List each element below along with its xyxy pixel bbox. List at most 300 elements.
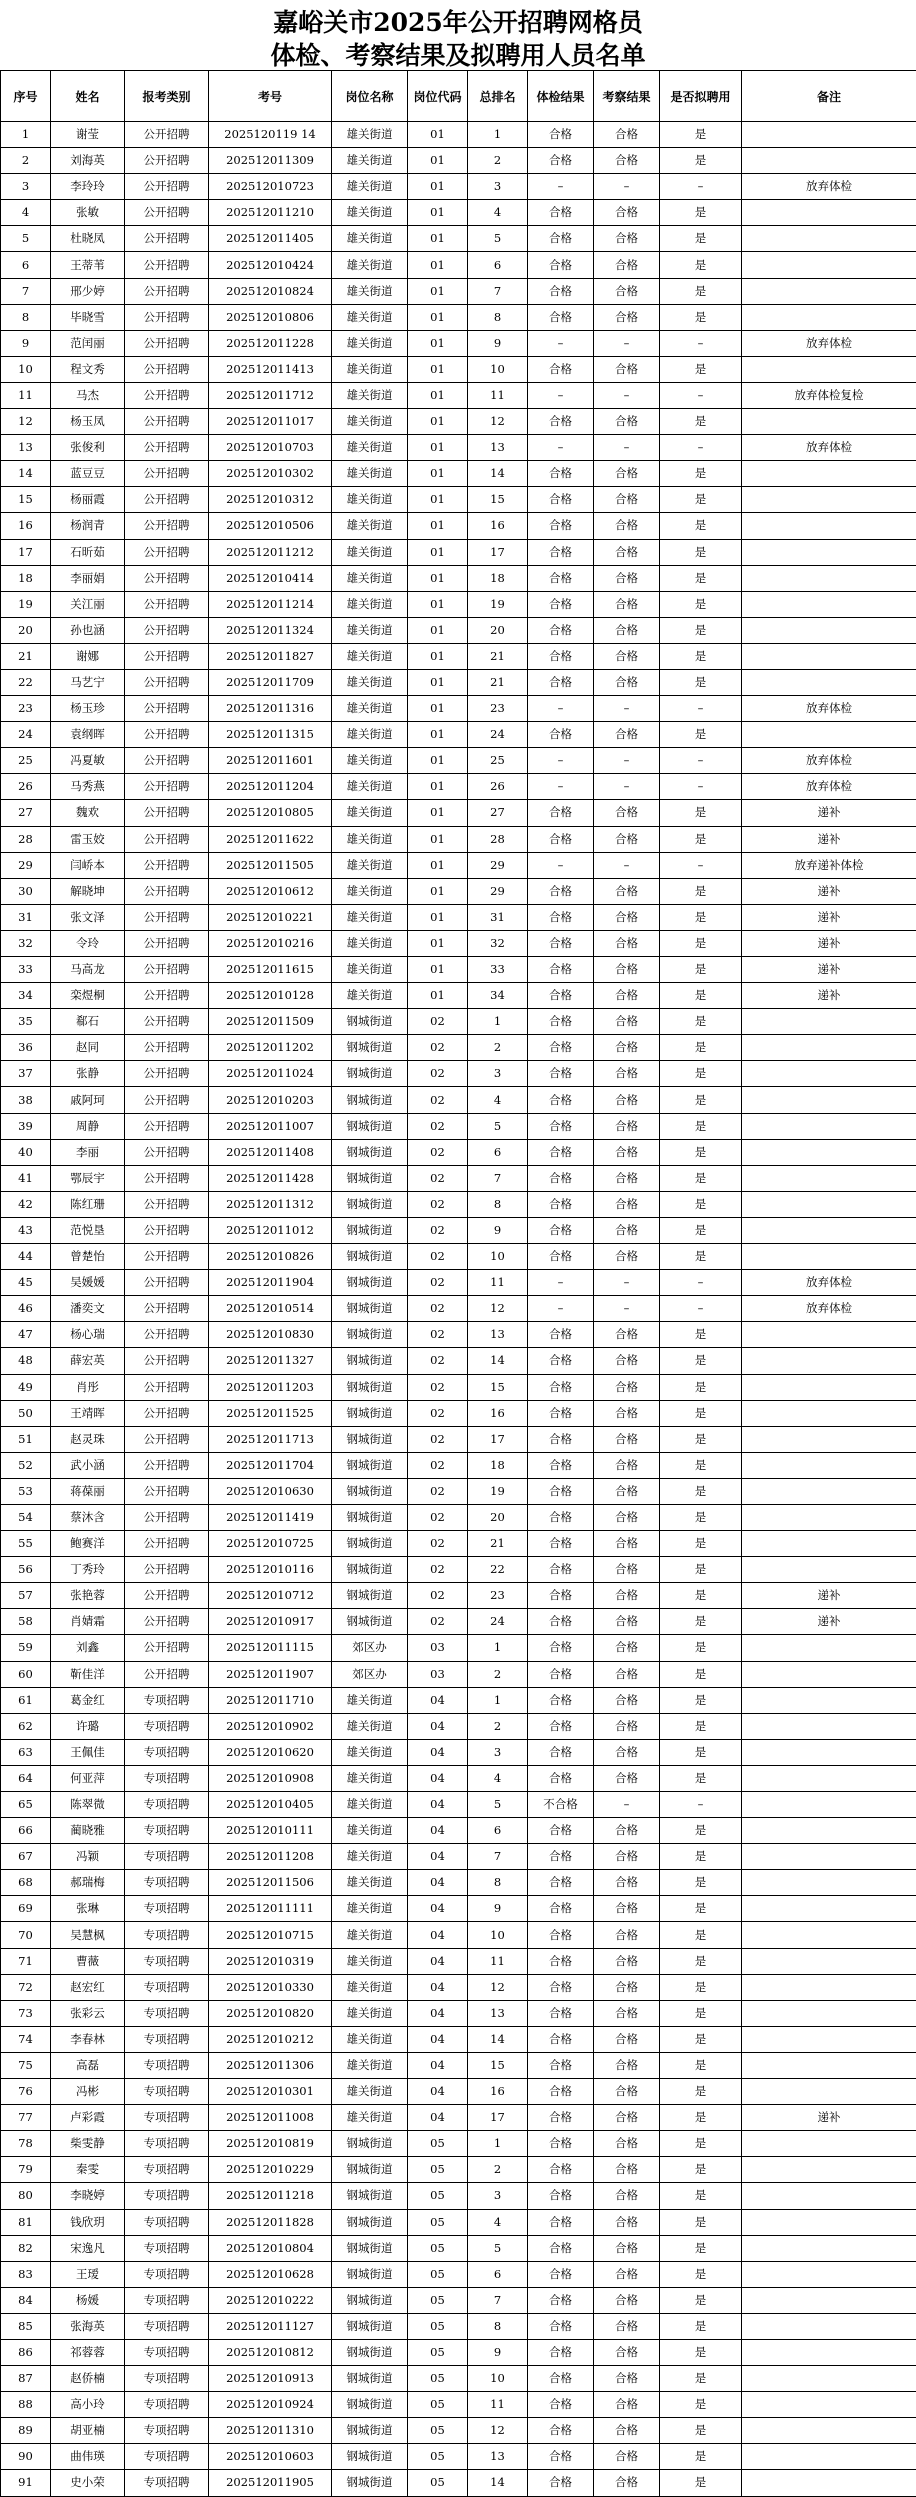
cell-inspection-result: 合格 xyxy=(594,1061,660,1087)
cell-index: 71 xyxy=(1,1948,51,1974)
cell-inspection-result: 合格 xyxy=(594,2131,660,2157)
table-row xyxy=(1,2052,916,2078)
cell-medical-result: 合格 xyxy=(528,2339,594,2365)
cell-remarks: 放弃体检 xyxy=(742,1270,916,1296)
cell-remarks xyxy=(742,2157,916,2183)
cell-remarks xyxy=(742,1452,916,1478)
cell-position-code: 05 xyxy=(408,2131,468,2157)
cell-hire-status: 是 xyxy=(660,643,742,669)
cell-total-rank: 1 xyxy=(468,2131,528,2157)
cell-name: 蔡沐含 xyxy=(51,1504,125,1530)
cell-category: 公开招聘 xyxy=(125,330,209,356)
table-row xyxy=(1,226,916,252)
cell-exam-number: 202512011506 xyxy=(209,1870,332,1896)
title-line-1: 嘉峪关市2025年公开招聘网格员 xyxy=(273,8,643,37)
cell-exam-number: 202512010221 xyxy=(209,904,332,930)
table-row xyxy=(1,2209,916,2235)
cell-name: 马艺宁 xyxy=(51,669,125,695)
cell-category: 专项招聘 xyxy=(125,2339,209,2365)
cell-total-rank: 15 xyxy=(468,1374,528,1400)
table-row xyxy=(1,2235,916,2261)
cell-exam-number: 202512011509 xyxy=(209,1009,332,1035)
cell-category: 公开招聘 xyxy=(125,1270,209,1296)
cell-total-rank: 6 xyxy=(468,2261,528,2287)
cell-exam-number: 202512011710 xyxy=(209,1687,332,1713)
table-row xyxy=(1,2470,916,2496)
cell-exam-number: 202512011615 xyxy=(209,957,332,983)
cell-inspection-result: 合格 xyxy=(594,1426,660,1452)
cell-remarks xyxy=(742,513,916,539)
header-index: 序号 xyxy=(1,71,51,122)
cell-position-code: 04 xyxy=(408,1896,468,1922)
cell-category: 公开招聘 xyxy=(125,1661,209,1687)
cell-remarks: 递补 xyxy=(742,1609,916,1635)
cell-name: 祁蓉蓉 xyxy=(51,2339,125,2365)
table-row xyxy=(1,1400,916,1426)
cell-exam-number: 202512010806 xyxy=(209,304,332,330)
cell-total-rank: 9 xyxy=(468,2339,528,2365)
cell-inspection-result: 合格 xyxy=(594,1765,660,1791)
cell-medical-result: 合格 xyxy=(528,1583,594,1609)
cell-inspection-result: 合格 xyxy=(594,2418,660,2444)
cell-index: 50 xyxy=(1,1400,51,1426)
cell-total-rank: 4 xyxy=(468,200,528,226)
cell-medical-result: 合格 xyxy=(528,1452,594,1478)
cell-index: 11 xyxy=(1,382,51,408)
cell-hire-status: 是 xyxy=(660,617,742,643)
cell-position-code: 05 xyxy=(408,2366,468,2392)
cell-medical-result: 合格 xyxy=(528,826,594,852)
table-row xyxy=(1,2287,916,2313)
table-row xyxy=(1,878,916,904)
cell-index: 85 xyxy=(1,2313,51,2339)
cell-exam-number: 202512010203 xyxy=(209,1087,332,1113)
cell-position-code: 01 xyxy=(408,748,468,774)
cell-index: 20 xyxy=(1,617,51,643)
cell-category: 专项招聘 xyxy=(125,2131,209,2157)
cell-medical-result: 合格 xyxy=(528,1348,594,1374)
cell-category: 公开招聘 xyxy=(125,1609,209,1635)
cell-medical-result: 合格 xyxy=(528,617,594,643)
cell-medical-result: 合格 xyxy=(528,2000,594,2026)
cell-position-code: 04 xyxy=(408,2026,468,2052)
table-row xyxy=(1,722,916,748)
cell-remarks: 放弃体检 xyxy=(742,330,916,356)
cell-exam-number: 202512010805 xyxy=(209,800,332,826)
cell-total-rank: 17 xyxy=(468,539,528,565)
table-row xyxy=(1,1870,916,1896)
cell-position-code: 04 xyxy=(408,1765,468,1791)
cell-inspection-result: 合格 xyxy=(594,2470,660,2496)
cell-position-code: 02 xyxy=(408,1296,468,1322)
table-row xyxy=(1,1452,916,1478)
cell-category: 公开招聘 xyxy=(125,617,209,643)
cell-position-name: 钢城街道 xyxy=(332,1244,408,1270)
cell-index: 59 xyxy=(1,1635,51,1661)
cell-index: 30 xyxy=(1,878,51,904)
cell-hire-status: 是 xyxy=(660,2052,742,2078)
cell-hire-status: – xyxy=(660,1270,742,1296)
table-row xyxy=(1,643,916,669)
cell-inspection-result: 合格 xyxy=(594,1635,660,1661)
cell-position-code: 01 xyxy=(408,957,468,983)
cell-name: 雷玉姣 xyxy=(51,826,125,852)
cell-position-code: 01 xyxy=(408,983,468,1009)
cell-position-code: 04 xyxy=(408,2105,468,2131)
cell-medical-result: 合格 xyxy=(528,722,594,748)
table-row xyxy=(1,1061,916,1087)
table-row xyxy=(1,2000,916,2026)
cell-medical-result: 合格 xyxy=(528,1713,594,1739)
cell-exam-number: 202512011127 xyxy=(209,2313,332,2339)
cell-hire-status: 是 xyxy=(660,1948,742,1974)
cell-position-name: 雄关街道 xyxy=(332,226,408,252)
cell-position-code: 02 xyxy=(408,1270,468,1296)
cell-position-code: 01 xyxy=(408,487,468,513)
cell-category: 公开招聘 xyxy=(125,1322,209,1348)
cell-category: 专项招聘 xyxy=(125,1844,209,1870)
cell-position-name: 钢城街道 xyxy=(332,1061,408,1087)
cell-hire-status: – xyxy=(660,852,742,878)
cell-position-name: 钢城街道 xyxy=(332,1348,408,1374)
cell-index: 15 xyxy=(1,487,51,513)
table-row xyxy=(1,304,916,330)
table-row xyxy=(1,330,916,356)
cell-exam-number: 2025120119 14 xyxy=(209,122,332,148)
cell-position-name: 雄关街道 xyxy=(332,2079,408,2105)
cell-position-name: 钢城街道 xyxy=(332,1374,408,1400)
cell-inspection-result: 合格 xyxy=(594,461,660,487)
cell-medical-result: – xyxy=(528,330,594,356)
cell-remarks xyxy=(742,2000,916,2026)
cell-exam-number: 202512011306 xyxy=(209,2052,332,2078)
cell-remarks xyxy=(742,1322,916,1348)
cell-index: 26 xyxy=(1,774,51,800)
table-row xyxy=(1,1687,916,1713)
cell-exam-number: 202512010506 xyxy=(209,513,332,539)
cell-hire-status: 是 xyxy=(660,2209,742,2235)
cell-exam-number: 202512010908 xyxy=(209,1765,332,1791)
cell-medical-result: 合格 xyxy=(528,1687,594,1713)
cell-inspection-result: 合格 xyxy=(594,2287,660,2313)
cell-total-rank: 18 xyxy=(468,1452,528,1478)
cell-category: 专项招聘 xyxy=(125,1818,209,1844)
cell-medical-result: 合格 xyxy=(528,1244,594,1270)
cell-category: 专项招聘 xyxy=(125,1896,209,1922)
cell-remarks xyxy=(742,487,916,513)
cell-medical-result: 合格 xyxy=(528,1765,594,1791)
cell-total-rank: 12 xyxy=(468,2418,528,2444)
cell-remarks xyxy=(742,2366,916,2392)
cell-inspection-result: 合格 xyxy=(594,1504,660,1530)
cell-inspection-result: – xyxy=(594,1296,660,1322)
cell-exam-number: 202512010628 xyxy=(209,2261,332,2287)
table-row xyxy=(1,1113,916,1139)
cell-exam-number: 202512011405 xyxy=(209,226,332,252)
cell-remarks: 放弃体检 xyxy=(742,774,916,800)
cell-category: 公开招聘 xyxy=(125,1400,209,1426)
cell-name: 石昕茹 xyxy=(51,539,125,565)
cell-medical-result: 合格 xyxy=(528,2131,594,2157)
cell-inspection-result: 合格 xyxy=(594,122,660,148)
cell-name: 栾煜桐 xyxy=(51,983,125,1009)
cell-hire-status: 是 xyxy=(660,1713,742,1739)
table-row xyxy=(1,696,916,722)
cell-name: 张彩云 xyxy=(51,2000,125,2026)
cell-exam-number: 202512010603 xyxy=(209,2444,332,2470)
cell-exam-number: 202512011012 xyxy=(209,1217,332,1243)
cell-category: 专项招聘 xyxy=(125,2026,209,2052)
cell-index: 83 xyxy=(1,2261,51,2287)
cell-position-code: 05 xyxy=(408,2183,468,2209)
cell-category: 专项招聘 xyxy=(125,1974,209,2000)
cell-category: 公开招聘 xyxy=(125,1296,209,1322)
table-row xyxy=(1,826,916,852)
cell-index: 34 xyxy=(1,983,51,1009)
cell-name: 赵同 xyxy=(51,1035,125,1061)
cell-position-name: 钢城街道 xyxy=(332,1270,408,1296)
cell-name: 谢娜 xyxy=(51,643,125,669)
cell-position-name: 钢城街道 xyxy=(332,1452,408,1478)
cell-name: 邢少婷 xyxy=(51,278,125,304)
cell-category: 公开招聘 xyxy=(125,539,209,565)
cell-exam-number: 202512010111 xyxy=(209,1818,332,1844)
cell-exam-number: 202512010128 xyxy=(209,983,332,1009)
cell-medical-result: 合格 xyxy=(528,2470,594,2496)
table-row xyxy=(1,1661,916,1687)
cell-medical-result: 合格 xyxy=(528,1217,594,1243)
cell-medical-result: 合格 xyxy=(528,904,594,930)
cell-inspection-result: – xyxy=(594,174,660,200)
cell-position-code: 02 xyxy=(408,1400,468,1426)
cell-position-code: 01 xyxy=(408,382,468,408)
cell-total-rank: 2 xyxy=(468,2157,528,2183)
table-row xyxy=(1,122,916,148)
cell-exam-number: 202512010913 xyxy=(209,2366,332,2392)
cell-total-rank: 10 xyxy=(468,1922,528,1948)
cell-medical-result: – xyxy=(528,1296,594,1322)
cell-remarks: 递补 xyxy=(742,983,916,1009)
cell-hire-status: 是 xyxy=(660,983,742,1009)
cell-medical-result: 合格 xyxy=(528,1322,594,1348)
header-remarks: 备注 xyxy=(742,71,916,122)
cell-medical-result: 合格 xyxy=(528,252,594,278)
cell-position-code: 05 xyxy=(408,2157,468,2183)
cell-remarks xyxy=(742,1713,916,1739)
table-row xyxy=(1,435,916,461)
cell-name: 杨玉凤 xyxy=(51,409,125,435)
cell-position-code: 04 xyxy=(408,1713,468,1739)
cell-inspection-result: 合格 xyxy=(594,983,660,1009)
cell-category: 公开招聘 xyxy=(125,1348,209,1374)
cell-position-name: 钢城街道 xyxy=(332,2131,408,2157)
cell-index: 32 xyxy=(1,930,51,956)
cell-position-code: 05 xyxy=(408,2235,468,2261)
cell-index: 72 xyxy=(1,1974,51,2000)
cell-hire-status: 是 xyxy=(660,2183,742,2209)
cell-index: 68 xyxy=(1,1870,51,1896)
cell-position-name: 雄关街道 xyxy=(332,904,408,930)
cell-name: 钱欣玥 xyxy=(51,2209,125,2235)
cell-position-code: 04 xyxy=(408,1818,468,1844)
cell-medical-result: 合格 xyxy=(528,2052,594,2078)
cell-exam-number: 202512011204 xyxy=(209,774,332,800)
cell-remarks xyxy=(742,304,916,330)
cell-name: 薛宏英 xyxy=(51,1348,125,1374)
cell-medical-result: 合格 xyxy=(528,1400,594,1426)
cell-hire-status: 是 xyxy=(660,1635,742,1661)
cell-medical-result: – xyxy=(528,174,594,200)
cell-inspection-result: 合格 xyxy=(594,2026,660,2052)
cell-index: 48 xyxy=(1,1348,51,1374)
cell-exam-number: 202512010804 xyxy=(209,2235,332,2261)
cell-position-name: 雄关街道 xyxy=(332,696,408,722)
cell-total-rank: 29 xyxy=(468,878,528,904)
cell-remarks xyxy=(742,1426,916,1452)
cell-position-name: 雄关街道 xyxy=(332,722,408,748)
cell-total-rank: 25 xyxy=(468,748,528,774)
cell-position-name: 钢城街道 xyxy=(332,2444,408,2470)
cell-index: 55 xyxy=(1,1531,51,1557)
cell-hire-status: 是 xyxy=(660,1035,742,1061)
table-row xyxy=(1,1922,916,1948)
cell-name: 吴慧枫 xyxy=(51,1922,125,1948)
cell-index: 86 xyxy=(1,2339,51,2365)
cell-exam-number: 202512010812 xyxy=(209,2339,332,2365)
cell-medical-result: 合格 xyxy=(528,983,594,1009)
cell-exam-number: 202512011907 xyxy=(209,1661,332,1687)
cell-total-rank: 2 xyxy=(468,1661,528,1687)
cell-inspection-result: 合格 xyxy=(594,669,660,695)
cell-name: 王佩佳 xyxy=(51,1739,125,1765)
cell-category: 公开招聘 xyxy=(125,461,209,487)
table-row xyxy=(1,1009,916,1035)
cell-inspection-result: 合格 xyxy=(594,252,660,278)
cell-index: 89 xyxy=(1,2418,51,2444)
cell-remarks xyxy=(742,1792,916,1818)
table-row xyxy=(1,1635,916,1661)
cell-inspection-result: 合格 xyxy=(594,2105,660,2131)
cell-position-name: 钢城街道 xyxy=(332,1087,408,1113)
cell-exam-number: 202512010312 xyxy=(209,487,332,513)
cell-remarks xyxy=(742,461,916,487)
cell-inspection-result: 合格 xyxy=(594,1244,660,1270)
cell-total-rank: 3 xyxy=(468,1739,528,1765)
cell-medical-result: 合格 xyxy=(528,409,594,435)
cell-exam-number: 202512010424 xyxy=(209,252,332,278)
cell-position-code: 04 xyxy=(408,2000,468,2026)
cell-total-rank: 12 xyxy=(468,409,528,435)
cell-exam-number: 202512010715 xyxy=(209,1922,332,1948)
cell-category: 专项招聘 xyxy=(125,2392,209,2418)
cell-position-code: 02 xyxy=(408,1035,468,1061)
cell-position-name: 雄关街道 xyxy=(332,1974,408,2000)
cell-inspection-result: 合格 xyxy=(594,1870,660,1896)
cell-index: 65 xyxy=(1,1792,51,1818)
table-row xyxy=(1,1583,916,1609)
cell-total-rank: 3 xyxy=(468,1061,528,1087)
cell-index: 33 xyxy=(1,957,51,983)
cell-position-name: 钢城街道 xyxy=(332,1139,408,1165)
cell-remarks xyxy=(742,2131,916,2157)
cell-remarks: 放弃体检 xyxy=(742,696,916,722)
cell-index: 23 xyxy=(1,696,51,722)
cell-position-code: 03 xyxy=(408,1635,468,1661)
cell-name: 戚阿珂 xyxy=(51,1087,125,1113)
cell-total-rank: 20 xyxy=(468,1504,528,1530)
cell-name: 曹薇 xyxy=(51,1948,125,1974)
table-row xyxy=(1,1739,916,1765)
cell-total-rank: 23 xyxy=(468,1583,528,1609)
cell-position-code: 01 xyxy=(408,330,468,356)
cell-total-rank: 8 xyxy=(468,1191,528,1217)
cell-total-rank: 4 xyxy=(468,2209,528,2235)
cell-inspection-result: 合格 xyxy=(594,2366,660,2392)
cell-inspection-result: 合格 xyxy=(594,1896,660,1922)
cell-exam-number: 202512011828 xyxy=(209,2209,332,2235)
cell-inspection-result: 合格 xyxy=(594,2183,660,2209)
cell-inspection-result: 合格 xyxy=(594,2052,660,2078)
cell-position-name: 雄关街道 xyxy=(332,774,408,800)
cell-name: 李丽 xyxy=(51,1139,125,1165)
cell-category: 公开招聘 xyxy=(125,1165,209,1191)
cell-index: 37 xyxy=(1,1061,51,1087)
cell-position-name: 钢城街道 xyxy=(332,1557,408,1583)
cell-hire-status: 是 xyxy=(660,2105,742,2131)
cell-index: 78 xyxy=(1,2131,51,2157)
cell-total-rank: 2 xyxy=(468,148,528,174)
cell-name: 郝瑞梅 xyxy=(51,1870,125,1896)
cell-category: 公开招聘 xyxy=(125,643,209,669)
cell-medical-result: 合格 xyxy=(528,2287,594,2313)
cell-position-code: 02 xyxy=(408,1113,468,1139)
cell-medical-result: 合格 xyxy=(528,878,594,904)
cell-remarks xyxy=(742,1948,916,1974)
cell-position-name: 雄关街道 xyxy=(332,252,408,278)
cell-name: 李春林 xyxy=(51,2026,125,2052)
cell-total-rank: 12 xyxy=(468,1296,528,1322)
cell-total-rank: 16 xyxy=(468,2079,528,2105)
cell-position-code: 04 xyxy=(408,1687,468,1713)
cell-position-name: 雄关街道 xyxy=(332,382,408,408)
cell-position-name: 钢城街道 xyxy=(332,1165,408,1191)
cell-index: 27 xyxy=(1,800,51,826)
cell-remarks xyxy=(742,2079,916,2105)
cell-hire-status: 是 xyxy=(660,2470,742,2496)
cell-category: 公开招聘 xyxy=(125,591,209,617)
table-row xyxy=(1,1557,916,1583)
header-exam-number: 考号 xyxy=(209,71,332,122)
cell-hire-status: 是 xyxy=(660,1818,742,1844)
cell-category: 公开招聘 xyxy=(125,1035,209,1061)
cell-category: 专项招聘 xyxy=(125,2183,209,2209)
cell-medical-result: 合格 xyxy=(528,356,594,382)
cell-position-code: 02 xyxy=(408,1087,468,1113)
cell-position-name: 钢城街道 xyxy=(332,1583,408,1609)
cell-hire-status: 是 xyxy=(660,539,742,565)
cell-category: 公开招聘 xyxy=(125,565,209,591)
cell-hire-status: 是 xyxy=(660,2392,742,2418)
cell-position-name: 钢城街道 xyxy=(332,2418,408,2444)
cell-total-rank: 23 xyxy=(468,696,528,722)
cell-remarks: 递补 xyxy=(742,930,916,956)
cell-position-code: 04 xyxy=(408,2079,468,2105)
cell-category: 公开招聘 xyxy=(125,1113,209,1139)
cell-position-code: 01 xyxy=(408,252,468,278)
cell-position-code: 02 xyxy=(408,1191,468,1217)
cell-medical-result: 合格 xyxy=(528,1087,594,1113)
cell-position-code: 05 xyxy=(408,2287,468,2313)
